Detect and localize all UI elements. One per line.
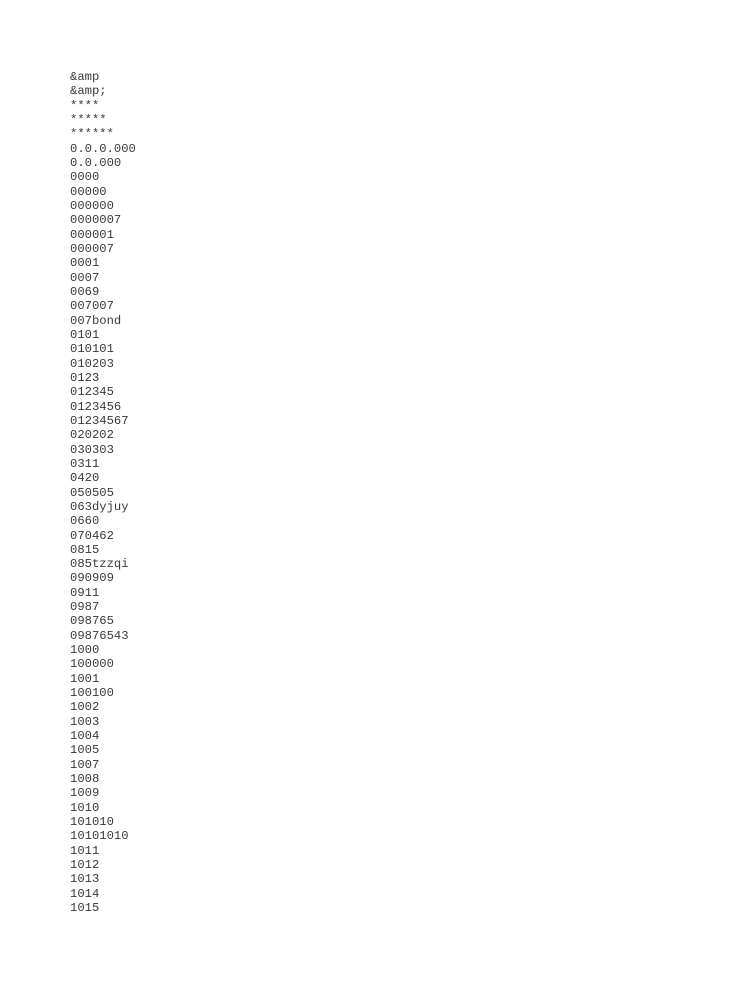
text-line: 01234567 — [70, 413, 129, 428]
text-line: 1004 — [70, 729, 100, 744]
text-line: 1008 — [70, 772, 100, 787]
text-line: 007007 — [70, 299, 114, 314]
text-line: 0660 — [70, 514, 100, 529]
text-line: 100000 — [70, 657, 114, 672]
text-line: 0911 — [70, 585, 100, 600]
text-line: 0.0.000 — [70, 155, 122, 170]
text-line: 007bond — [70, 313, 122, 328]
text-line: 000001 — [70, 227, 114, 242]
text-line: 100100 — [70, 686, 114, 701]
text-line: 050505 — [70, 485, 114, 500]
text-line: 1009 — [70, 786, 100, 801]
text-line: 063dyjuy — [70, 499, 129, 514]
text-line: 0000 — [70, 170, 100, 185]
text-line: 0.0.0.000 — [70, 141, 136, 156]
text-line: 00000 — [70, 184, 107, 199]
text-line: 090909 — [70, 571, 114, 586]
text-line: 1011 — [70, 843, 100, 858]
text-line: 070462 — [70, 528, 114, 543]
text-line: 1015 — [70, 901, 100, 916]
text-line: &amp; — [70, 84, 107, 99]
text-line: 1013 — [70, 872, 100, 887]
text-line: 0069 — [70, 284, 100, 299]
text-line: 085tzzqi — [70, 557, 129, 572]
text-line: 0123 — [70, 370, 100, 385]
text-line: 1014 — [70, 886, 100, 901]
text-line: 0007 — [70, 270, 100, 285]
text-line: 0815 — [70, 542, 100, 557]
text-line: 0101 — [70, 327, 100, 342]
text-line: 0123456 — [70, 399, 122, 414]
text-line: 101010 — [70, 815, 114, 830]
text-line: 000007 — [70, 241, 114, 256]
text-line: 1012 — [70, 858, 100, 873]
text-line: 1003 — [70, 714, 100, 729]
text-line: 09876543 — [70, 628, 129, 643]
text-line: 098765 — [70, 614, 114, 629]
text-line: 1002 — [70, 700, 100, 715]
text-line: 000000 — [70, 198, 114, 213]
text-line: 0987 — [70, 600, 100, 615]
text-line: 1005 — [70, 743, 100, 758]
text-line: **** — [70, 98, 100, 113]
text-line: 0000007 — [70, 213, 122, 228]
text-line: 010203 — [70, 356, 114, 371]
text-line: 020202 — [70, 428, 114, 443]
text-line: 10101010 — [70, 829, 129, 844]
text-line: &amp — [70, 70, 100, 84]
text-line: 1000 — [70, 643, 100, 658]
text-line: 010101 — [70, 342, 114, 357]
text-line: 1001 — [70, 671, 100, 686]
text-line: 1010 — [70, 800, 100, 815]
text-line: 012345 — [70, 385, 114, 400]
text-line: 030303 — [70, 442, 114, 457]
text-line: ****** — [70, 127, 114, 142]
text-line-list — [70, 70, 136, 915]
text-line: ***** — [70, 112, 107, 127]
text-line: 0311 — [70, 456, 100, 471]
text-line: 0001 — [70, 256, 100, 271]
text-line: 1007 — [70, 757, 100, 772]
text-line: 0420 — [70, 471, 100, 486]
